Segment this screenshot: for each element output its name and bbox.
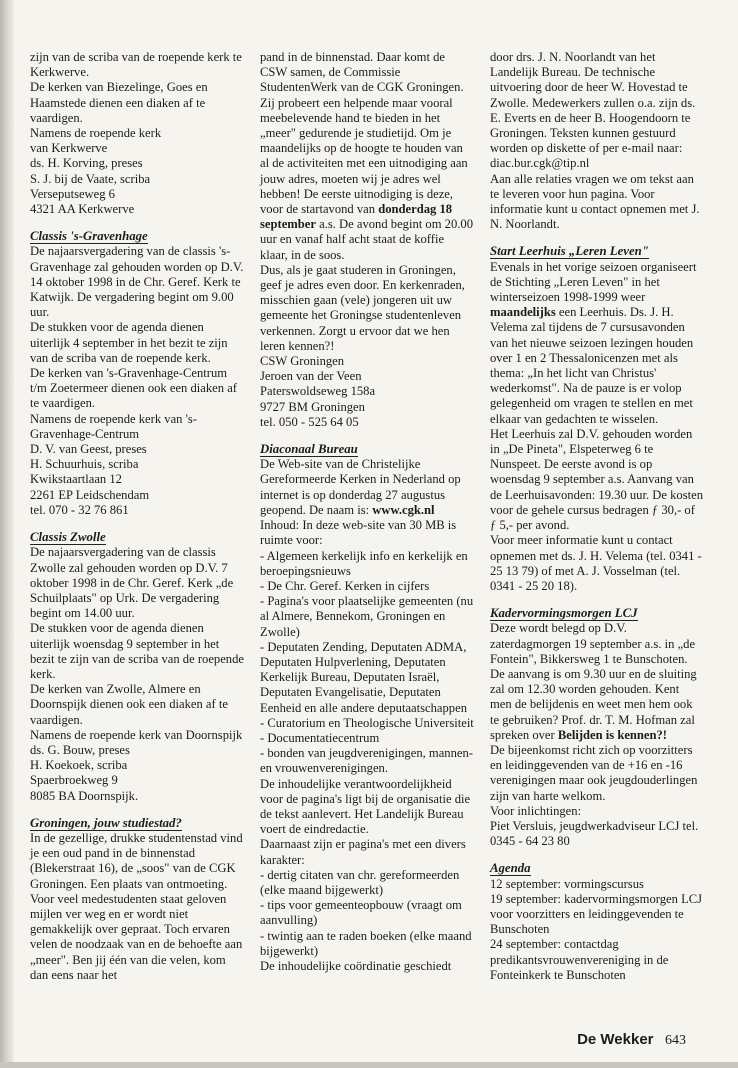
page-number: 643 [665,1033,686,1048]
contact-block: Namens de roepende kerk van Kerkwerve ds. H. Korving, preses S. J. bij de Vaate, scriba Verseputseweg 6 4321 AA Kerkwerve [30,126,162,217]
contact-block: Namens de roepende kerk van Doornspijk ds. G. Bouw, preses H. Koekoek, scriba Spaerbroekweg 9 8085 BA Doornspijk. [30,727,243,803]
section-heading: Groningen, jouw studiestad? [30,815,182,830]
paragraph: Evenals in het vorige seizoen organiseert de Stichting „Leren Leven" in het winterseizoen 1998-1999 weer maandelijks een Leerhuis. Ds. J. H. Velema zal tijdens de 7 cursusavonden van het nieuwe seizoen lezingen houden over 1 en 2 Thessalonicenzen met als thema: „In het licht van Christus' wederkomst". Na de pauze is er volop gelegenheid om vragen te stellen en met elkaar van gedachten te wisselen. [490,259,697,426]
list-item: - dertig citaten van chr. gereformeerden (elke maand bijgewerkt) [260,867,460,897]
paragraph: De kerken van Biezelinge, Goes en Haamstede dienen een diaken af te vaardigen. [30,80,208,125]
section-heading: Classis 's-Gravenhage [30,229,148,244]
column-3 [490,50,704,983]
paragraph: De Web-site van de Christelijke Gereformeerde Kerken in Nederland op internet is op donderdag 27 augustus geopend. De naam is: www.cgk.nl [260,457,461,517]
section-heading: Start Leerhuis „Leren Leven" [490,244,649,259]
paragraph: De stukken voor de agenda dienen uiterlijk woensdag 9 september in het bezit te zijn van de scriba van de roepende kerk. [30,621,244,681]
paragraph: De inhoudelijke coördinatie geschiedt [260,958,452,973]
page-bottom-edge [0,1062,738,1068]
paragraph: De najaarsvergadering van de classis 's-Gravenhage zal gehouden worden op D.V. 14 oktober 1998 in de Chr. Geref. Kerk te Katwijk. De vergadering begint om 9.00 uur. [30,244,244,320]
paragraph: Deze wordt belegd op D.V. zaterdagmorgen 19 september a.s. in „de Fontein", Bikkersweg 1 te Bunschoten. De aanvang is om 9.30 uur en de sluiting zal om 12.30 worden gehouden. Kent men de belijdenis en weet men hem ook te gebruiken? Prof. dr. T. M. Hofman zal spreken over Belijden is kennen?! [490,621,697,742]
paragraph: Aan alle relaties vragen we om tekst aan te leveren voor hun pagina. Voor informatie kunt u contact opnemen met J. N. Noorlandt. [490,171,700,232]
section-heading: Agenda [490,861,531,876]
agenda-item: 24 september: contactdag predikantsvrouwenvereniging in de Fonteinkerk te Bunschoten [490,937,669,982]
page-footer [577,1031,686,1049]
agenda-item: 19 september: kadervormingsmorgen LCJ voor voorzitters en leidinggevenden te Bunschoten [490,891,703,937]
paragraph: Voor meer informatie kunt u contact opnemen met ds. J. H. Velema (tel. 0341 - 25 13 79) of met A. J. Vosselman (tel. 0341 - 25 20 18). [490,533,702,593]
article-columns [30,50,720,1010]
agenda-item: 12 september: vormingscursus [490,876,644,891]
contact-block: CSW Groningen Jeroen van der Veen Paterswoldseweg 158a 9727 BM Groningen tel. 050 - 525 64 05 [260,354,376,429]
column-2 [260,50,474,974]
magazine-name: De Wekker [577,1031,654,1048]
paragraph: pand in de binnenstad. Daar komt de CSW samen, de Commissie StudentenWerk van de CGK Groningen. Zij probeert een helpende maar vooral meebelevende hand te bieden in het „meer" gedurende je studietijd. Om je maandelijks op de hoogte te houden van al de activiteiten met een uitnodiging aan jouw adres, moeten wij je adres wel hebben! De eerste uitnodiging is deze, voor de startavond van donderdag 18 september a.s. De avond begint om 20.00 uur en vanaf half acht staat de koffie klaar, in de soos. [260,50,473,262]
section-heading: Classis Zwolle [30,530,106,545]
list-item: - Deputaten Zending, Deputaten ADMA, Deputaten Hulpverlening, Deputaten Kerkelijk Bureau, Deputaten Israël, Deputaten Evangelisatie, Deputaten Eenheid en alle andere deputaatschappen [260,639,467,715]
paragraph: De inhoudelijke verantwoordelijkheid voor de pagina's ligt bij de organisatie die de tekst aanlevert. Het Landelijk Bureau voert de eindredactie. [260,776,471,837]
list-item: - tips voor gemeenteopbouw (vraagt om aanvulling) [260,898,462,928]
paragraph: Daarnaast zijn er pagina's met een divers karakter: [260,837,466,867]
paragraph: De stukken voor de agenda dienen uiterlijk 4 september in het bezit te zijn van de scriba van de roepende kerk. [30,320,228,365]
list-item: - Curatorium en Theologische Universiteit [260,715,474,730]
paragraph: De najaarsvergadering van de classis Zwolle zal gehouden worden op D.V. 7 oktober 1998 in de Chr. Geref. Kerk „de Schuilplaats" op Urk. De vergadering begint om 14.00 uur. [30,545,234,621]
paragraph: Piet Versluis, jeugdwerkadviseur LCJ tel. 0345 - 64 23 80 [490,818,699,849]
paragraph: door drs. J. N. Noorlandt van het Landelijk Bureau. De technische uitvoering door de heer W. Hovestad te Zwolle. Medewerkers zullen o.a. zijn ds. E. Everts en de heer B. Hoogendoorn te Groningen. Teksten kunnen gestuurd worden op diskette of per e-mail naar: diac.bur.cgk@tip.nl [490,50,696,171]
list-item: - bonden van jeugdverenigingen, mannen- en vrouwenverenigingen. [260,746,473,776]
paragraph: De kerken van Zwolle, Almere en Doornspijk dienen ook een diaken af te vaardigen. [30,682,228,727]
list-item: - De Chr. Geref. Kerken in cijfers [260,578,430,593]
paragraph: Voor inlichtingen: [490,803,582,818]
website-url: www.cgk.nl [372,502,435,517]
list-item: - Pagina's voor plaatselijke gemeenten (nu al Almere, Bennekom, Groningen en Zwolle) [260,594,474,639]
list-item: - twintig aan te raden boeken (elke maand bijgewerkt) [260,928,472,958]
paragraph: In de gezellige, drukke studentenstad vind je een oud pand in de binnenstad (Blekerstraat 16), de „soos" van de CGK Groningen. Een plaats van ontmoeting. Voor veel medestudenten staat geloven mijlen ver weg en er wordt niet gemakkelijk over gepraat. Toch ervaren velen de noodzaak van en de behoefte aan „meer". Ben jij één van die velen, kom dan eens naar het [30,830,243,982]
list-item: - Algemeen kerkelijk info en kerkelijk en beroepingsnieuws [260,548,468,578]
column-1 [30,50,244,983]
paragraph: Inhoud: In deze web-site van 30 MB is ruimte voor: [260,518,457,548]
page-spine-shadow [0,0,14,1068]
contact-block: Namens de roepende kerk van 's-Gravenhage-Centrum D. V. van Geest, preses H. Schuurhuis, scriba Kwikstaartlaan 12 2261 EP Leidschendam tel. 070 - 32 76 861 [30,411,197,517]
section-heading: Diaconaal Bureau [260,442,358,457]
list-item: - Documentatiecentrum [260,730,380,745]
paragraph: De bijeenkomst richt zich op voorzitters en leidinggevenden van de +16 en -16 verenigingen maar ook jeugdouderlingen zijn van harte welkom. [490,742,698,803]
paragraph: De kerken van 's-Gravenhage-Centrum t/m Zoetermeer dienen ook een diaken af te vaardigen. [30,366,238,411]
paragraph: Dus, als je gaat studeren in Groningen, geef je adres even door. En kerkenraden, misschien gaan (vele) jongeren uit uw gemeente het Groningse studentenleven verkennen. Zorgt u ervoor dat we hen leren kennen?! [260,262,465,353]
section-heading: Kadervormingsmorgen LCJ [490,606,638,621]
paragraph: Het Leerhuis zal D.V. gehouden worden in „De Pineta", Elspeterweg 6 te Nunspeet. De eerste avond is op woensdag 9 september a.s. Aanvang van de Leerhuisavonden: 19.30 uur. De kosten voor de gehele cursus bedragen ƒ 30,- of ƒ 5,- per avond. [490,426,703,533]
paragraph: zijn van de scriba van de roepende kerk te Kerkwerve. [30,50,242,80]
